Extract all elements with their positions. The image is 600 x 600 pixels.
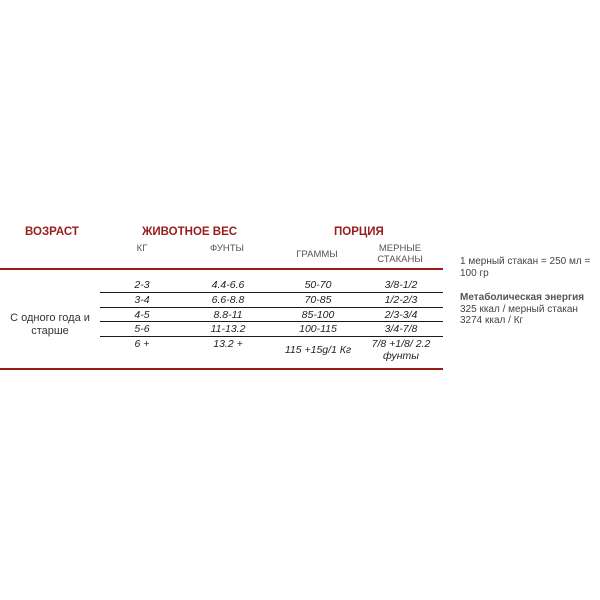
row-4-kg: 5-6 xyxy=(134,323,150,335)
energy-line2: 3274 ккал / Кг xyxy=(460,315,524,326)
row-5-grams: 115 +15g/1 Кг xyxy=(284,344,352,356)
age-group-cell xyxy=(2,312,98,338)
row-3-grams: 85-100 xyxy=(301,309,335,321)
energy-line1: 325 ккал / мерный стакан xyxy=(460,303,578,315)
row-1-lb: 4.4-6.6 xyxy=(211,279,245,291)
header-age: ВОЗРАСТ xyxy=(25,226,79,238)
row-divider xyxy=(100,307,443,308)
row-divider xyxy=(100,292,443,293)
measure-note-line1: 1 мерный стакан = 250 мл = xyxy=(460,256,591,267)
row-2-lb: 6.6-8.8 xyxy=(211,294,245,306)
age-group-line1: С одного года и xyxy=(10,312,90,324)
row-5-cups-line1: 7/8 +1/8/ 2.2 xyxy=(371,338,431,350)
subheader-cups-line2: СТАКАНЫ xyxy=(377,254,423,265)
row-1-grams: 50-70 xyxy=(304,279,332,291)
row-5-kg: 6 + xyxy=(134,338,150,350)
energy-title: Метаболическая энергия xyxy=(460,292,585,303)
row-divider xyxy=(100,321,443,322)
row-4-cups: 3/4-7/8 xyxy=(384,323,418,335)
row-5-cups xyxy=(358,338,444,362)
header-portion: ПОРЦИЯ xyxy=(334,226,384,238)
row-5-lb: 13.2 + xyxy=(213,338,243,350)
subheader-grams: ГРАММЫ xyxy=(296,249,338,260)
row-2-cups: 1/2-2/3 xyxy=(384,294,418,306)
row-1-cups: 3/8-1/2 xyxy=(384,279,418,291)
measure-note-line2: 100 гр xyxy=(460,267,489,279)
energy-note xyxy=(460,292,584,327)
subheader-lb: ФУНТЫ xyxy=(210,243,244,254)
row-3-cups: 2/3-3/4 xyxy=(384,309,418,321)
row-1-kg: 2-3 xyxy=(134,279,150,291)
row-5-cups-line2: фунты xyxy=(382,350,420,362)
subheader-cups xyxy=(362,243,438,265)
row-4-lb: 11-13.2 xyxy=(210,323,246,335)
measure-note xyxy=(460,256,590,279)
row-2-kg: 3-4 xyxy=(134,294,150,306)
row-3-kg: 4-5 xyxy=(134,309,150,321)
age-group-line2: старше xyxy=(31,325,69,337)
row-divider xyxy=(100,336,443,337)
row-3-lb: 8.8-11 xyxy=(213,309,243,321)
header-weight: ЖИВОТНОЕ ВЕС xyxy=(142,226,238,238)
row-4-grams: 100-115 xyxy=(299,323,337,335)
table-bottom-rule xyxy=(0,368,443,370)
subheader-cups-line1: МЕРНЫЕ xyxy=(378,243,422,254)
table-top-rule xyxy=(0,268,443,270)
subheader-kg: КГ xyxy=(136,243,148,254)
row-2-grams: 70-85 xyxy=(304,294,332,306)
